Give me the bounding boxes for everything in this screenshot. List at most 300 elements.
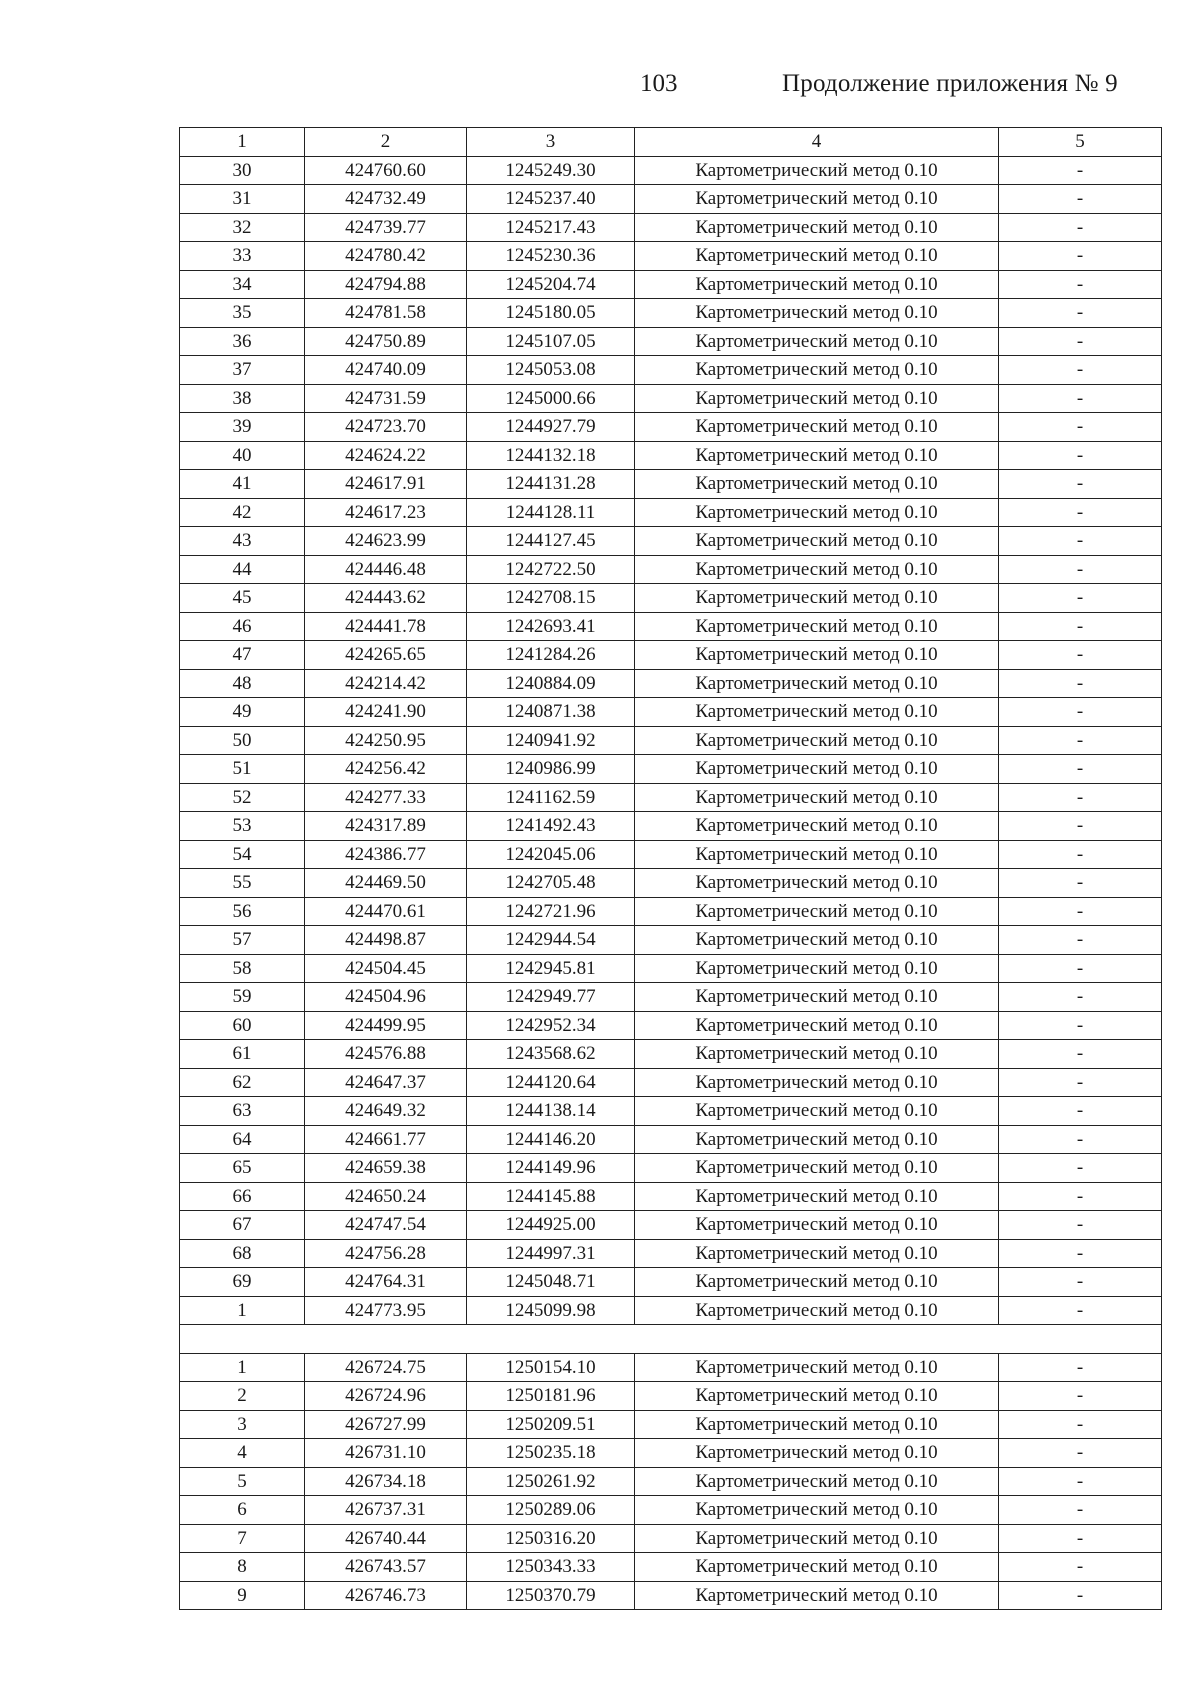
note-cell: -	[999, 1268, 1162, 1297]
y-coordinate-cell: 1245107.05	[467, 327, 635, 356]
point-number-cell: 61	[180, 1040, 305, 1069]
x-coordinate-cell: 424740.09	[305, 356, 467, 385]
table-row	[180, 698, 1162, 727]
y-coordinate-cell: 1243568.62	[467, 1040, 635, 1069]
method-cell: Картометрический метод 0.10	[635, 698, 999, 727]
method-cell: Картометрический метод 0.10	[635, 1011, 999, 1040]
y-coordinate-cell: 1244131.28	[467, 470, 635, 499]
point-number-cell: 50	[180, 726, 305, 755]
note-cell: -	[999, 299, 1162, 328]
x-coordinate-cell: 424661.77	[305, 1125, 467, 1154]
y-coordinate-cell: 1250261.92	[467, 1467, 635, 1496]
table-row	[180, 384, 1162, 413]
point-number-cell: 46	[180, 612, 305, 641]
y-coordinate-cell: 1245230.36	[467, 242, 635, 271]
column-header: 5	[999, 128, 1162, 157]
table-row	[180, 1410, 1162, 1439]
method-cell: Картометрический метод 0.10	[635, 612, 999, 641]
note-cell: -	[999, 527, 1162, 556]
x-coordinate-cell: 424499.95	[305, 1011, 467, 1040]
x-coordinate-cell: 424624.22	[305, 441, 467, 470]
y-coordinate-cell: 1250343.33	[467, 1553, 635, 1582]
x-coordinate-cell: 424794.88	[305, 270, 467, 299]
x-coordinate-cell: 424650.24	[305, 1182, 467, 1211]
x-coordinate-cell: 424617.23	[305, 498, 467, 527]
y-coordinate-cell: 1244997.31	[467, 1239, 635, 1268]
note-cell: -	[999, 1581, 1162, 1610]
note-cell: -	[999, 1439, 1162, 1468]
y-coordinate-cell: 1242952.34	[467, 1011, 635, 1040]
method-cell: Картометрический метод 0.10	[635, 470, 999, 499]
table-row	[180, 812, 1162, 841]
x-coordinate-cell: 424504.96	[305, 983, 467, 1012]
column-header: 2	[305, 128, 467, 157]
x-coordinate-cell: 426734.18	[305, 1467, 467, 1496]
table-row	[180, 1467, 1162, 1496]
point-number-cell: 38	[180, 384, 305, 413]
separator-row	[180, 1325, 1162, 1354]
point-number-cell: 36	[180, 327, 305, 356]
method-cell: Картометрический метод 0.10	[635, 1268, 999, 1297]
table-row	[180, 470, 1162, 499]
y-coordinate-cell: 1250181.96	[467, 1382, 635, 1411]
table-row	[180, 1097, 1162, 1126]
table-row	[180, 1268, 1162, 1297]
method-cell: Картометрический метод 0.10	[635, 156, 999, 185]
point-number-cell: 49	[180, 698, 305, 727]
method-cell: Картометрический метод 0.10	[635, 812, 999, 841]
point-number-cell: 33	[180, 242, 305, 271]
y-coordinate-cell: 1242945.81	[467, 954, 635, 983]
column-header: 3	[467, 128, 635, 157]
note-cell: -	[999, 1496, 1162, 1525]
note-cell: -	[999, 185, 1162, 214]
method-cell: Картометрический метод 0.10	[635, 299, 999, 328]
table-row	[180, 1125, 1162, 1154]
point-number-cell: 63	[180, 1097, 305, 1126]
point-number-cell: 60	[180, 1011, 305, 1040]
table-row	[180, 1154, 1162, 1183]
table-row	[180, 1581, 1162, 1610]
note-cell: -	[999, 1211, 1162, 1240]
note-cell: -	[999, 669, 1162, 698]
method-cell: Картометрический метод 0.10	[635, 869, 999, 898]
note-cell: -	[999, 869, 1162, 898]
note-cell: -	[999, 156, 1162, 185]
method-cell: Картометрический метод 0.10	[635, 1524, 999, 1553]
page-number: 103	[640, 70, 678, 97]
note-cell: -	[999, 1353, 1162, 1382]
method-cell: Картометрический метод 0.10	[635, 954, 999, 983]
method-cell: Картометрический метод 0.10	[635, 1439, 999, 1468]
point-number-cell: 66	[180, 1182, 305, 1211]
y-coordinate-cell: 1241492.43	[467, 812, 635, 841]
x-coordinate-cell: 424386.77	[305, 840, 467, 869]
point-number-cell: 62	[180, 1068, 305, 1097]
note-cell: -	[999, 983, 1162, 1012]
x-coordinate-cell: 424504.45	[305, 954, 467, 983]
separator-cell	[180, 1325, 1162, 1354]
method-cell: Картометрический метод 0.10	[635, 1040, 999, 1069]
point-number-cell: 30	[180, 156, 305, 185]
y-coordinate-cell: 1242045.06	[467, 840, 635, 869]
x-coordinate-cell: 424623.99	[305, 527, 467, 556]
note-cell: -	[999, 555, 1162, 584]
method-cell: Картометрический метод 0.10	[635, 1097, 999, 1126]
note-cell: -	[999, 897, 1162, 926]
method-cell: Картометрический метод 0.10	[635, 413, 999, 442]
note-cell: -	[999, 1410, 1162, 1439]
table-row	[180, 1353, 1162, 1382]
table-header-row	[180, 128, 1162, 157]
method-cell: Картометрический метод 0.10	[635, 185, 999, 214]
table-row	[180, 299, 1162, 328]
point-number-cell: 4	[180, 1439, 305, 1468]
table-row	[180, 1040, 1162, 1069]
note-cell: -	[999, 242, 1162, 271]
method-cell: Картометрический метод 0.10	[635, 356, 999, 385]
point-number-cell: 64	[180, 1125, 305, 1154]
note-cell: -	[999, 840, 1162, 869]
method-cell: Картометрический метод 0.10	[635, 669, 999, 698]
y-coordinate-cell: 1244120.64	[467, 1068, 635, 1097]
note-cell: -	[999, 954, 1162, 983]
note-cell: -	[999, 213, 1162, 242]
point-number-cell: 47	[180, 641, 305, 670]
y-coordinate-cell: 1250209.51	[467, 1410, 635, 1439]
table-row	[180, 356, 1162, 385]
x-coordinate-cell: 426737.31	[305, 1496, 467, 1525]
method-cell: Картометрический метод 0.10	[635, 641, 999, 670]
note-cell: -	[999, 1068, 1162, 1097]
x-coordinate-cell: 424780.42	[305, 242, 467, 271]
note-cell: -	[999, 726, 1162, 755]
table-row	[180, 1211, 1162, 1240]
y-coordinate-cell: 1245053.08	[467, 356, 635, 385]
table-row	[180, 1011, 1162, 1040]
x-coordinate-cell: 424576.88	[305, 1040, 467, 1069]
x-coordinate-cell: 424647.37	[305, 1068, 467, 1097]
y-coordinate-cell: 1244149.96	[467, 1154, 635, 1183]
method-cell: Картометрический метод 0.10	[635, 1467, 999, 1496]
x-coordinate-cell: 424732.49	[305, 185, 467, 214]
x-coordinate-cell: 424756.28	[305, 1239, 467, 1268]
note-cell: -	[999, 812, 1162, 841]
point-number-cell: 57	[180, 926, 305, 955]
x-coordinate-cell: 426724.75	[305, 1353, 467, 1382]
y-coordinate-cell: 1242944.54	[467, 926, 635, 955]
method-cell: Картометрический метод 0.10	[635, 897, 999, 926]
table-row	[180, 926, 1162, 955]
point-number-cell: 34	[180, 270, 305, 299]
table-row	[180, 441, 1162, 470]
note-cell: -	[999, 641, 1162, 670]
y-coordinate-cell: 1245000.66	[467, 384, 635, 413]
table-row	[180, 242, 1162, 271]
x-coordinate-cell: 424731.59	[305, 384, 467, 413]
point-number-cell: 35	[180, 299, 305, 328]
point-number-cell: 1	[180, 1296, 305, 1325]
table-row	[180, 726, 1162, 755]
table-row	[180, 213, 1162, 242]
x-coordinate-cell: 424781.58	[305, 299, 467, 328]
table-row	[180, 669, 1162, 698]
method-cell: Картометрический метод 0.10	[635, 242, 999, 271]
table-row	[180, 1553, 1162, 1582]
page-title: Продолжение приложения № 9	[782, 70, 1118, 97]
note-cell: -	[999, 1125, 1162, 1154]
y-coordinate-cell: 1244132.18	[467, 441, 635, 470]
x-coordinate-cell: 424773.95	[305, 1296, 467, 1325]
table-row	[180, 869, 1162, 898]
point-number-cell: 58	[180, 954, 305, 983]
x-coordinate-cell: 424446.48	[305, 555, 467, 584]
y-coordinate-cell: 1240941.92	[467, 726, 635, 755]
x-coordinate-cell: 424256.42	[305, 755, 467, 784]
y-coordinate-cell: 1244146.20	[467, 1125, 635, 1154]
point-number-cell: 8	[180, 1553, 305, 1582]
y-coordinate-cell: 1245237.40	[467, 185, 635, 214]
x-coordinate-cell: 424265.65	[305, 641, 467, 670]
note-cell: -	[999, 1239, 1162, 1268]
table-row	[180, 1496, 1162, 1525]
x-coordinate-cell: 426743.57	[305, 1553, 467, 1582]
point-number-cell: 54	[180, 840, 305, 869]
y-coordinate-cell: 1250316.20	[467, 1524, 635, 1553]
note-cell: -	[999, 413, 1162, 442]
table-row	[180, 1182, 1162, 1211]
table-row	[180, 983, 1162, 1012]
table-row	[180, 527, 1162, 556]
note-cell: -	[999, 1296, 1162, 1325]
table-row	[180, 156, 1162, 185]
point-number-cell: 45	[180, 584, 305, 613]
point-number-cell: 37	[180, 356, 305, 385]
point-number-cell: 6	[180, 1496, 305, 1525]
y-coordinate-cell: 1244128.11	[467, 498, 635, 527]
method-cell: Картометрический метод 0.10	[635, 441, 999, 470]
y-coordinate-cell: 1245099.98	[467, 1296, 635, 1325]
y-coordinate-cell: 1250235.18	[467, 1439, 635, 1468]
point-number-cell: 69	[180, 1268, 305, 1297]
point-number-cell: 68	[180, 1239, 305, 1268]
note-cell: -	[999, 612, 1162, 641]
x-coordinate-cell: 424747.54	[305, 1211, 467, 1240]
table-row	[180, 555, 1162, 584]
table-row	[180, 1296, 1162, 1325]
table-row	[180, 1068, 1162, 1097]
x-coordinate-cell: 424469.50	[305, 869, 467, 898]
x-coordinate-cell: 424649.32	[305, 1097, 467, 1126]
note-cell: -	[999, 1524, 1162, 1553]
point-number-cell: 43	[180, 527, 305, 556]
method-cell: Картометрический метод 0.10	[635, 1125, 999, 1154]
method-cell: Картометрический метод 0.10	[635, 1239, 999, 1268]
y-coordinate-cell: 1240871.38	[467, 698, 635, 727]
point-number-cell: 5	[180, 1467, 305, 1496]
x-coordinate-cell: 424750.89	[305, 327, 467, 356]
note-cell: -	[999, 1467, 1162, 1496]
point-number-cell: 48	[180, 669, 305, 698]
x-coordinate-cell: 426746.73	[305, 1581, 467, 1610]
point-number-cell: 65	[180, 1154, 305, 1183]
note-cell: -	[999, 441, 1162, 470]
table-row	[180, 641, 1162, 670]
table-row	[180, 270, 1162, 299]
y-coordinate-cell: 1242693.41	[467, 612, 635, 641]
y-coordinate-cell: 1250370.79	[467, 1581, 635, 1610]
method-cell: Картометрический метод 0.10	[635, 1068, 999, 1097]
table-row	[180, 1239, 1162, 1268]
point-number-cell: 55	[180, 869, 305, 898]
x-coordinate-cell: 424764.31	[305, 1268, 467, 1297]
x-coordinate-cell: 424760.60	[305, 156, 467, 185]
point-number-cell: 3	[180, 1410, 305, 1439]
point-number-cell: 39	[180, 413, 305, 442]
method-cell: Картометрический метод 0.10	[635, 1581, 999, 1610]
table-row	[180, 840, 1162, 869]
table-row	[180, 612, 1162, 641]
y-coordinate-cell: 1242721.96	[467, 897, 635, 926]
y-coordinate-cell: 1245249.30	[467, 156, 635, 185]
method-cell: Картометрический метод 0.10	[635, 726, 999, 755]
x-coordinate-cell: 426731.10	[305, 1439, 467, 1468]
method-cell: Картометрический метод 0.10	[635, 1553, 999, 1582]
x-coordinate-cell: 424617.91	[305, 470, 467, 499]
x-coordinate-cell: 424277.33	[305, 783, 467, 812]
note-cell: -	[999, 384, 1162, 413]
method-cell: Картометрический метод 0.10	[635, 840, 999, 869]
x-coordinate-cell: 424470.61	[305, 897, 467, 926]
x-coordinate-cell: 426724.96	[305, 1382, 467, 1411]
note-cell: -	[999, 1382, 1162, 1411]
method-cell: Картометрический метод 0.10	[635, 555, 999, 584]
point-number-cell: 53	[180, 812, 305, 841]
y-coordinate-cell: 1244138.14	[467, 1097, 635, 1126]
method-cell: Картометрический метод 0.10	[635, 1496, 999, 1525]
note-cell: -	[999, 1097, 1162, 1126]
y-coordinate-cell: 1242708.15	[467, 584, 635, 613]
note-cell: -	[999, 327, 1162, 356]
note-cell: -	[999, 584, 1162, 613]
y-coordinate-cell: 1244127.45	[467, 527, 635, 556]
y-coordinate-cell: 1245204.74	[467, 270, 635, 299]
y-coordinate-cell: 1242705.48	[467, 869, 635, 898]
method-cell: Картометрический метод 0.10	[635, 1211, 999, 1240]
table-row	[180, 897, 1162, 926]
method-cell: Картометрический метод 0.10	[635, 983, 999, 1012]
y-coordinate-cell: 1245217.43	[467, 213, 635, 242]
point-number-cell: 44	[180, 555, 305, 584]
point-number-cell: 9	[180, 1581, 305, 1610]
y-coordinate-cell: 1240884.09	[467, 669, 635, 698]
method-cell: Картометрический метод 0.10	[635, 1353, 999, 1382]
method-cell: Картометрический метод 0.10	[635, 584, 999, 613]
y-coordinate-cell: 1250289.06	[467, 1496, 635, 1525]
point-number-cell: 56	[180, 897, 305, 926]
table-row	[180, 498, 1162, 527]
method-cell: Картометрический метод 0.10	[635, 1182, 999, 1211]
point-number-cell: 40	[180, 441, 305, 470]
y-coordinate-cell: 1242949.77	[467, 983, 635, 1012]
note-cell: -	[999, 926, 1162, 955]
x-coordinate-cell: 424498.87	[305, 926, 467, 955]
table-row	[180, 1524, 1162, 1553]
y-coordinate-cell: 1245048.71	[467, 1268, 635, 1297]
method-cell: Картометрический метод 0.10	[635, 327, 999, 356]
y-coordinate-cell: 1241284.26	[467, 641, 635, 670]
point-number-cell: 7	[180, 1524, 305, 1553]
note-cell: -	[999, 1182, 1162, 1211]
table-row	[180, 783, 1162, 812]
note-cell: -	[999, 783, 1162, 812]
table-row	[180, 185, 1162, 214]
table-row	[180, 1439, 1162, 1468]
x-coordinate-cell: 424317.89	[305, 812, 467, 841]
x-coordinate-cell: 426727.99	[305, 1410, 467, 1439]
note-cell: -	[999, 698, 1162, 727]
x-coordinate-cell: 424659.38	[305, 1154, 467, 1183]
method-cell: Картометрический метод 0.10	[635, 1296, 999, 1325]
y-coordinate-cell: 1245180.05	[467, 299, 635, 328]
x-coordinate-cell: 424723.70	[305, 413, 467, 442]
x-coordinate-cell: 424250.95	[305, 726, 467, 755]
method-cell: Картометрический метод 0.10	[635, 783, 999, 812]
y-coordinate-cell: 1244927.79	[467, 413, 635, 442]
method-cell: Картометрический метод 0.10	[635, 1154, 999, 1183]
note-cell: -	[999, 270, 1162, 299]
table-body	[180, 156, 1162, 1610]
method-cell: Картометрический метод 0.10	[635, 926, 999, 955]
table-row	[180, 327, 1162, 356]
x-coordinate-cell: 424241.90	[305, 698, 467, 727]
method-cell: Картометрический метод 0.10	[635, 755, 999, 784]
method-cell: Картометрический метод 0.10	[635, 384, 999, 413]
method-cell: Картометрический метод 0.10	[635, 527, 999, 556]
point-number-cell: 42	[180, 498, 305, 527]
point-number-cell: 32	[180, 213, 305, 242]
x-coordinate-cell: 424443.62	[305, 584, 467, 613]
table-row	[180, 755, 1162, 784]
note-cell: -	[999, 755, 1162, 784]
table-row	[180, 413, 1162, 442]
note-cell: -	[999, 1040, 1162, 1069]
method-cell: Картометрический метод 0.10	[635, 1410, 999, 1439]
y-coordinate-cell: 1241162.59	[467, 783, 635, 812]
table-row	[180, 584, 1162, 613]
y-coordinate-cell: 1242722.50	[467, 555, 635, 584]
point-number-cell: 52	[180, 783, 305, 812]
point-number-cell: 2	[180, 1382, 305, 1411]
column-header: 4	[635, 128, 999, 157]
y-coordinate-cell: 1240986.99	[467, 755, 635, 784]
note-cell: -	[999, 1154, 1162, 1183]
x-coordinate-cell: 424441.78	[305, 612, 467, 641]
point-number-cell: 41	[180, 470, 305, 499]
table-row	[180, 954, 1162, 983]
y-coordinate-cell: 1250154.10	[467, 1353, 635, 1382]
method-cell: Картометрический метод 0.10	[635, 213, 999, 242]
note-cell: -	[999, 1553, 1162, 1582]
note-cell: -	[999, 470, 1162, 499]
note-cell: -	[999, 1011, 1162, 1040]
table-row	[180, 1382, 1162, 1411]
method-cell: Картометрический метод 0.10	[635, 498, 999, 527]
note-cell: -	[999, 356, 1162, 385]
note-cell: -	[999, 498, 1162, 527]
x-coordinate-cell: 426740.44	[305, 1524, 467, 1553]
method-cell: Картометрический метод 0.10	[635, 1382, 999, 1411]
